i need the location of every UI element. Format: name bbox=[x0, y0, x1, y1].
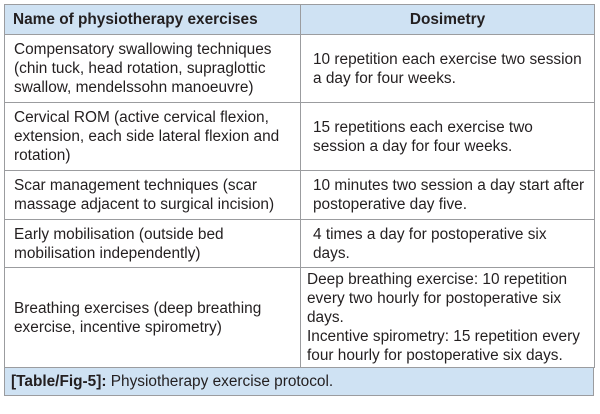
exercise-cell: Early mobilisation (outside bed mobilisation independently) bbox=[5, 220, 301, 268]
exercise-cell: Breathing exercises (deep breathing exercise, incentive spirometry) bbox=[5, 268, 301, 368]
table-caption bbox=[4, 368, 594, 396]
exercise-cell: Compensatory swallowing techniques (chin tuck, head rotation, supraglottic swallow, mendelssohn manoeuvre) bbox=[5, 35, 301, 103]
exercise-cell: Scar management techniques (scar massage adjacent to surgical incision) bbox=[5, 171, 301, 220]
column-header-exercises: Name of physiotherapy exercises bbox=[5, 5, 301, 35]
exercise-cell: Cervical ROM (active cervical flexion, extension, each side lateral flexion and rotation) bbox=[5, 103, 301, 171]
table-row bbox=[5, 103, 595, 171]
exercise-table bbox=[4, 4, 595, 368]
column-header-dosimetry: Dosimetry bbox=[301, 5, 595, 35]
caption-label: [Table/Fig-5]: bbox=[11, 373, 107, 390]
table-figure bbox=[4, 4, 594, 408]
table-row bbox=[5, 35, 595, 103]
dosimetry-cell: 10 minutes two session a day start after postoperative day five. bbox=[301, 171, 595, 220]
dosimetry-cell: 10 repetition each exercise two session a day for four weeks. bbox=[301, 35, 595, 103]
table-row bbox=[5, 268, 595, 368]
table-row bbox=[5, 171, 595, 220]
dosimetry-line-incentive-spirometry: Incentive spirometry: 15 repetition every four hourly for postoperative six days. bbox=[307, 328, 580, 364]
header-row bbox=[5, 5, 595, 35]
table-row bbox=[5, 220, 595, 268]
dosimetry-cell: 15 repetitions each exercise two session a day for four weeks. bbox=[301, 103, 595, 171]
dosimetry-cell: 4 times a day for postoperative six days. bbox=[301, 220, 595, 268]
dosimetry-cell bbox=[301, 268, 595, 368]
caption-text: Physiotherapy exercise protocol. bbox=[110, 373, 334, 390]
dosimetry-line-deep-breathing: Deep breathing exercise: 10 repetition every two hourly for postoperative six days. bbox=[307, 271, 568, 326]
